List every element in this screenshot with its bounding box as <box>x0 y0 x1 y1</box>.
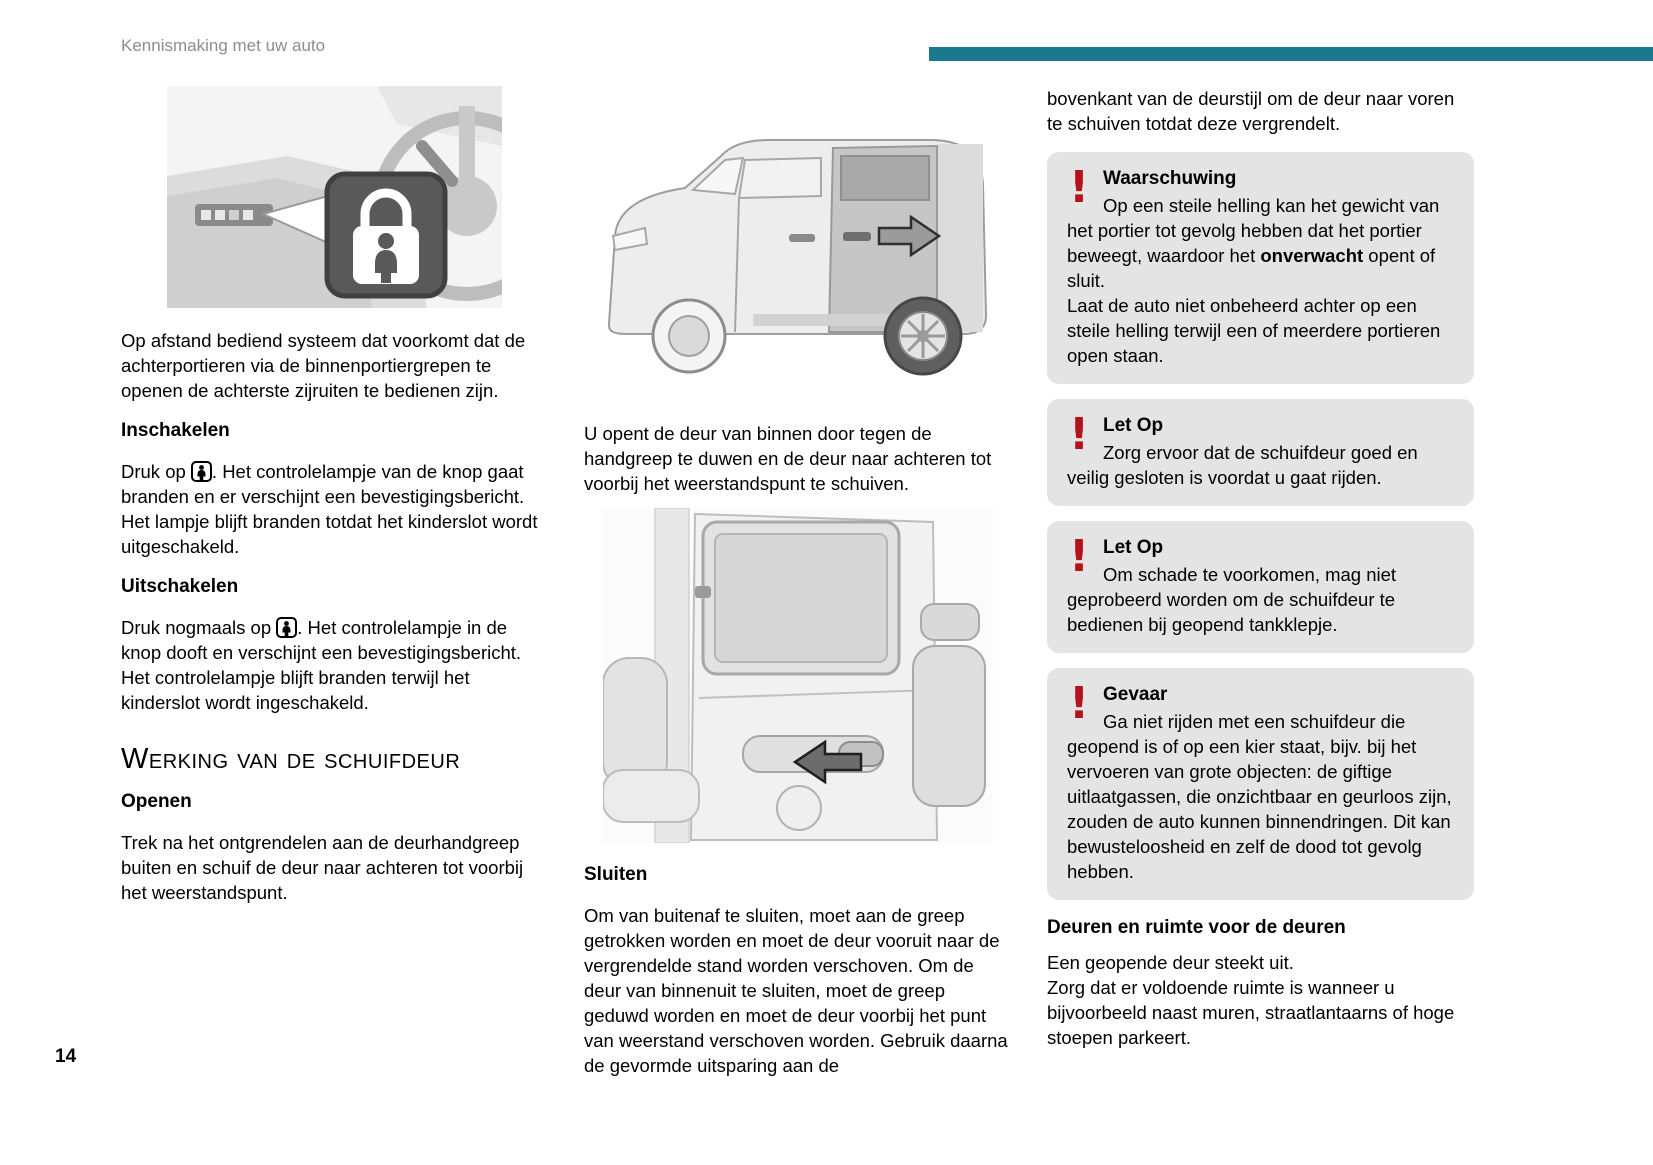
continuation-paragraph: bovenkant van de deurstijl om de deur naar voren te schuiven totdat deze vergrendelt. <box>1047 88 1455 134</box>
warning-title: Let Op <box>1103 537 1164 558</box>
disable-text-after: . Het controlelampje in de knop dooft en verschijnt een bevestigingsbericht. Het controlelampje blijft branden terwijl het kinderslot wordt ingeschakeld. <box>121 617 522 713</box>
van-exterior-figure <box>584 86 1011 407</box>
enable-paragraph <box>121 459 548 559</box>
dashboard-figure <box>121 86 548 314</box>
disable-paragraph <box>121 615 548 715</box>
warning-text: Om schade te voorkomen, mag niet geprobeerd worden om de schuifdeur te bedienen bij geopend tankklepje. <box>1067 564 1397 635</box>
open-inside-paragraph: U opent de deur van binnen door tegen de handgreep te duwen en de deur naar achteren tot voorbij het weerstandspunt te schuiven. <box>584 423 992 494</box>
disable-heading: Uitschakelen <box>121 576 239 597</box>
warning-box-waarschuwing <box>1047 152 1474 384</box>
warning-text: Zorg ervoor dat de schuifdeur goed en veilig gesloten is voordat u gaat rijden. <box>1067 442 1418 488</box>
dashboard-illustration <box>167 86 502 308</box>
section-title: Werking van de schuifdeur <box>121 743 461 775</box>
page-number: 14 <box>55 1046 77 1067</box>
open-paragraph: Trek na het ontgrendelen aan de deurhandgreep buiten en schuif de deur naar achteren tot voorbij het weerstandspunt. <box>121 832 524 903</box>
middle-column <box>584 86 1011 1090</box>
content-columns <box>121 86 1474 1090</box>
child-lock-button-icon <box>276 617 297 638</box>
warning-exclamation-icon: ! <box>1069 678 1090 729</box>
warning-box-letop-2 <box>1047 521 1474 653</box>
warning-title: Waarschuwing <box>1103 168 1237 189</box>
child-lock-button-icon <box>191 461 212 482</box>
warning-title: Let Op <box>1103 415 1164 436</box>
warning-text-segment: Laat de auto niet onbeheerd achter op een steile helling terwijl een of meerdere portieren open staan. <box>1067 295 1441 366</box>
warning-text: Ga niet rijden met een schuifdeur die geopend is of op een kier staat, bijv. bij het vervoeren van grote objecten: de giftige uitlaatgassen, die onzichtbaar en geurloos zijn, zouden de auto kunnen binnendringen. Dit kan bewusteloosheid en zelf de dood tot gevolg hebben. <box>1067 711 1452 882</box>
van-interior-figure <box>584 508 1011 849</box>
open-heading: Openen <box>121 791 192 812</box>
close-heading: Sluiten <box>584 864 648 885</box>
doors-text-line: Een geopende deur steekt uit. <box>1047 952 1294 973</box>
right-column <box>1047 86 1474 1090</box>
warning-text-bold: onverwacht <box>1260 245 1364 266</box>
warning-exclamation-icon: ! <box>1069 531 1090 582</box>
warning-text-segment: opent of sluit. <box>1067 245 1436 291</box>
warning-exclamation-icon: ! <box>1069 162 1090 213</box>
left-column <box>121 86 548 1090</box>
warning-exclamation-icon: ! <box>1069 409 1090 460</box>
doors-heading: Deuren en ruimte voor de deuren <box>1047 917 1346 938</box>
chapter-label: Kennismaking met uw auto <box>121 36 326 55</box>
intro-paragraph: Op afstand bediend systeem dat voorkomt dat de achterportieren via de binnenportiergrepen te openen de achterste zijruiten te bedienen zijn. <box>121 330 526 401</box>
doors-paragraph <box>1047 950 1474 1050</box>
close-paragraph: Om van buitenaf te sluiten, moet aan de greep getrokken worden en moet de deur vooruit naar de vergrendelde stand worden verschoven. Om de deur van binnenuit te sluiten, moet de greep geduwd worden en moet de deur voorbij het punt van weerstand verschoven worden. Gebruik daarna de gevormde uitsparing aan de <box>584 905 1008 1076</box>
child-lock-badge-icon <box>327 174 445 296</box>
warning-box-letop-1 <box>1047 399 1474 506</box>
enable-text-after: . Het controlelampje van de knop gaat branden en er verschijnt een bevestigingsbericht. Het lampje blijft branden totdat het kinderslot wordt uitgeschakeld. <box>121 461 538 557</box>
warning-box-gevaar <box>1047 668 1474 900</box>
van-interior-illustration <box>603 508 993 843</box>
warning-text-segment: Op een steile helling kan het gewicht van het portier tot gevolg hebben dat het portier beweegt, waardoor het <box>1067 195 1440 266</box>
enable-heading: Inschakelen <box>121 420 230 441</box>
disable-text-before: Druk nogmaals op <box>121 617 277 638</box>
warning-text <box>1067 193 1454 368</box>
warning-title: Gevaar <box>1103 684 1168 705</box>
doors-text-line: Zorg dat er voldoende ruimte is wanneer u bijvoorbeeld naast muren, straatlantaarns of hoge stoepen parkeert. <box>1047 977 1455 1048</box>
enable-text-before: Druk op <box>121 461 191 482</box>
accent-bar <box>929 47 1653 61</box>
van-exterior-illustration <box>593 86 1003 401</box>
